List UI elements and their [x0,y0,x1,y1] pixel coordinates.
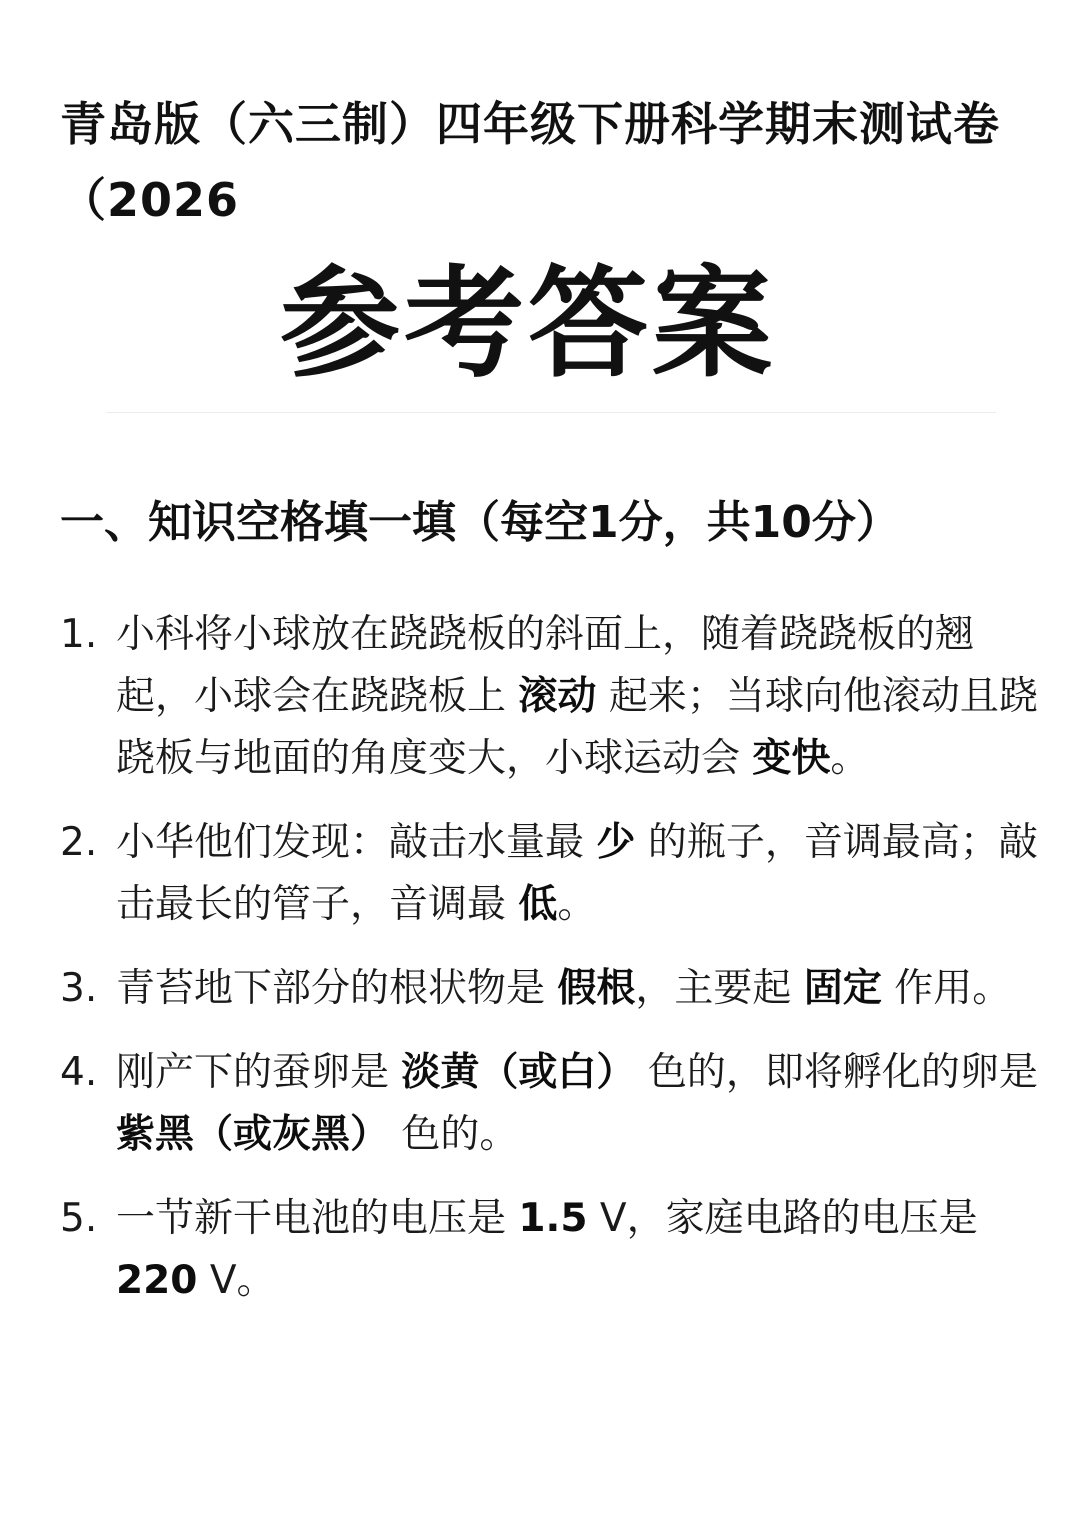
question-text-part: 起来；当球向他滚动且跷跷板与地面的角度变大，小球运动会 [116,674,1038,781]
section-heading: 一、知识空格填一填（每空1分，共10分） [60,497,900,548]
question-list [60,604,1045,1312]
answer-text: 220 [116,1258,198,1303]
question-text [116,958,1045,1020]
question-text [116,812,1045,936]
question-text-part: 。 [830,736,870,781]
question-number: 5. [60,1196,98,1241]
question-text-part: 色的。 [389,1112,519,1157]
question-item [60,1042,1045,1166]
question-item [60,604,1045,790]
question-text-part: 青苔地下部分的根状物是 [116,966,558,1011]
question-text-part: 小华他们发现：敲击水量最 [116,820,597,865]
question-text-part: V，家庭电路的电压是 [587,1196,978,1241]
question-text-part: V。 [197,1258,276,1303]
question-text-part: 的瓶子，音调最高；敲击最长的管子，音调最 [116,820,1038,927]
question-text-part: ，主要起 [635,966,804,1011]
question-number: 4. [60,1050,98,1095]
question-number: 3. [60,966,98,1011]
question-text [116,604,1045,790]
document-title: 青岛版（六三制）四年级下册科学期末测试卷（2026 [60,97,1000,227]
answer-text: 低 [518,882,558,927]
question-text [116,1188,1045,1312]
answer-text: 滚动 [518,674,597,719]
answer-text: 1.5 [518,1196,588,1241]
answer-text: 紫黑（或灰黑） [116,1112,390,1157]
question-item [60,1188,1045,1312]
divider [106,412,996,413]
question-text-part: 刚产下的蚕卵是 [116,1050,402,1095]
question-item [60,958,1045,1020]
question-text-part: 小科将小球放在跷跷板的斜面上，随着跷跷板的翘起，小球会在跷跷板上 [116,612,975,719]
question-item [60,812,1045,936]
answer-text: 固定 [803,966,882,1011]
question-text-part: 色的，即将孵化的卵是 [635,1050,1038,1095]
question-text-part: 一节新干电池的电压是 [116,1196,519,1241]
question-text [116,1042,1045,1166]
question-number: 1. [60,612,98,657]
answer-text: 变快 [752,736,831,781]
answer-text: 假根 [557,966,636,1011]
question-text-part: 。 [557,882,597,927]
answer-text: 少 [596,820,636,865]
question-text-part: 作用。 [881,966,1012,1011]
answer-key-heading: 参考答案 [280,255,776,394]
question-number: 2. [60,820,98,865]
answer-text: 淡黄（或白） [401,1050,636,1095]
